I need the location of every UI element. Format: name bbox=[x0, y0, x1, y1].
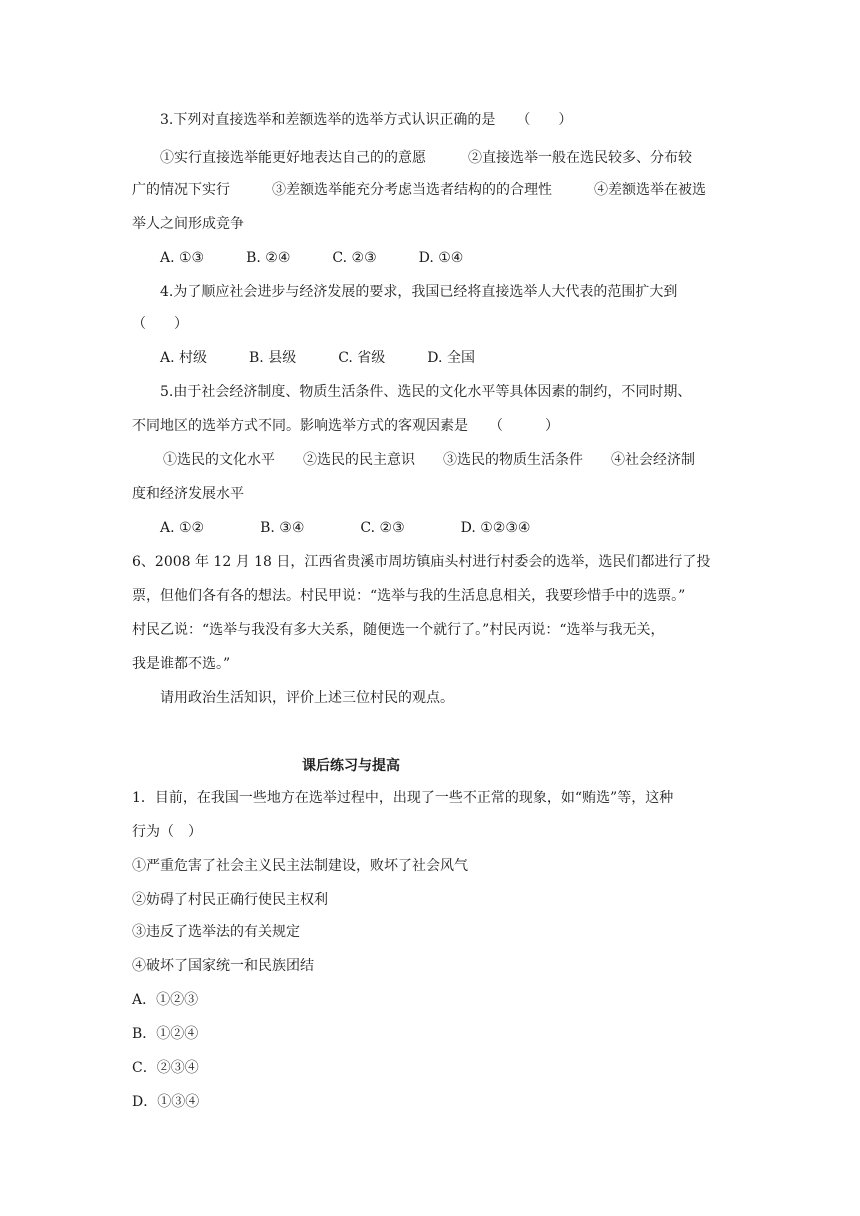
q5-options-line-1: ①选民的文化水平 ②选民的民主意识 ③选民的物质生活条件 ④社会经济制 bbox=[163, 452, 695, 468]
q4-stem-line-1: 4.为了顺应社会进步与经济发展的要求，我国已经将直接选举人大代表的范围扩大到 bbox=[160, 284, 678, 300]
p1-option-3: ③违反了选举法的有关规定 bbox=[132, 924, 300, 940]
p1-option-4: ④破坏了国家统一和民族团结 bbox=[132, 958, 314, 974]
q6-line-2: 票，但他们各有各的想法。村民甲说：“选举与我的生活息息相关，我要珍惜手中的选票。” bbox=[132, 588, 686, 604]
q5-options-line-2: 度和经济发展水平 bbox=[132, 486, 244, 502]
q3-options-line-1: ①实行直接选举能更好地表达自己的的意愿 ②直接选举一般在选民较多、分布较 bbox=[160, 150, 692, 166]
p1-stem-line-1: 1．目前，在我国一些地方在选举过程中，出现了一些不正常的现象，如“贿选”等，这种 bbox=[132, 790, 674, 806]
q3-options-line-2: 广的情况下实行 ③差额选举能充分考虑当选者结构的的合理性 ④差额选举在被选 bbox=[132, 182, 706, 198]
p1-answer-a: A．①②③ bbox=[132, 992, 199, 1008]
section-title: 课后练习与提高 bbox=[302, 758, 400, 774]
p1-stem-line-2: 行为（ ） bbox=[132, 824, 202, 840]
p1-option-1: ①严重危害了社会主义民主法制建设，败坏了社会风气 bbox=[132, 858, 468, 874]
p1-answer-d: D．①③④ bbox=[132, 1094, 200, 1110]
q3-options-line-3: 举人之间形成竞争 bbox=[132, 216, 244, 232]
q5-stem-line-1: 5.由于社会经济制度、物质生活条件、选民的文化水平等具体因素的制约，不同时期、 bbox=[160, 384, 692, 400]
q3-stem: 3.下列对直接选举和差额选举的选举方式认识正确的是 （ ） bbox=[160, 112, 573, 128]
p1-option-2: ②妨碍了村民正确行使民主权利 bbox=[132, 892, 328, 908]
q3-answer-choices: A. ①③ B. ②④ C. ②③ D. ①④ bbox=[160, 250, 464, 266]
q5-stem-line-2: 不同地区的选举方式不同。影响选举方式的客观因素是 （ ） bbox=[132, 418, 559, 434]
q4-stem-line-2: （ ） bbox=[132, 316, 188, 332]
q6-line-4: 我是谁都不选。” bbox=[132, 656, 231, 672]
q6-line-3: 村民乙说：“选举与我没有多大关系，随便选一个就行了。”村民丙说：“选举与我无关， bbox=[132, 622, 665, 638]
q4-answer-choices: A. 村级 B. 县级 C. 省级 D. 全国 bbox=[160, 350, 475, 366]
q6-line-1: 6、2008 年 12 月 18 日，江西省贵溪市周坊镇庙头村进行村委会的选举，选民们都进行了投 bbox=[132, 554, 711, 570]
q6-prompt: 请用政治生活知识，评价上述三位村民的观点。 bbox=[160, 690, 454, 706]
p1-answer-b: B．①②④ bbox=[132, 1026, 199, 1042]
q5-answer-choices: A. ①② B. ③④ C. ②③ D. ①②③④ bbox=[160, 520, 531, 536]
p1-answer-c: C．②③④ bbox=[132, 1060, 199, 1076]
